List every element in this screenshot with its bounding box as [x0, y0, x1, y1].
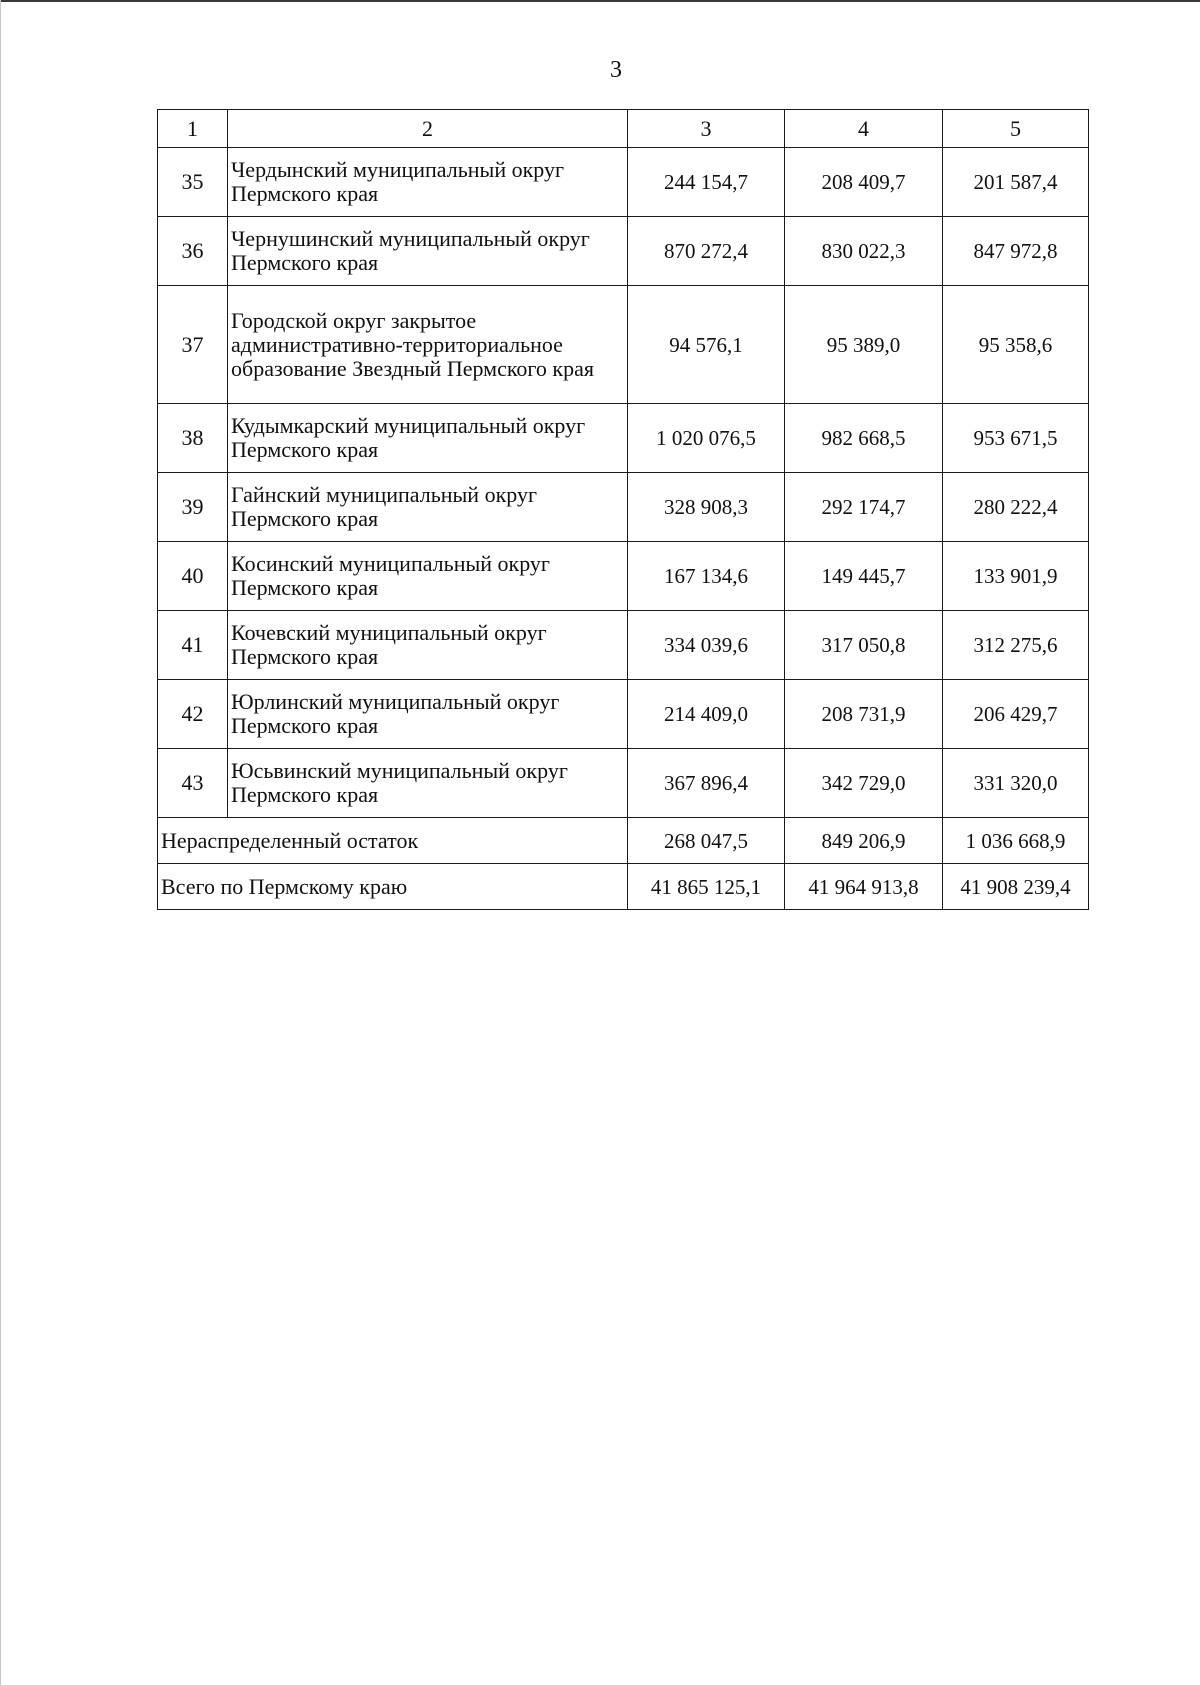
- value-col-4: 342 729,0: [785, 749, 943, 818]
- municipality-name: Кудымкарский муниципальный округ Пермского края: [228, 404, 628, 473]
- value-col-4: 317 050,8: [785, 611, 943, 680]
- value-col-3: 328 908,3: [628, 473, 785, 542]
- table-row: [158, 217, 1089, 286]
- table-header-row: [158, 110, 1089, 148]
- value-col-4: 41 964 913,8: [785, 864, 943, 910]
- value-col-5: 847 972,8: [943, 217, 1089, 286]
- municipality-name: Косинский муниципальный округ Пермского края: [228, 542, 628, 611]
- value-col-5: 133 901,9: [943, 542, 1089, 611]
- header-col-5: 5: [943, 110, 1089, 148]
- table-row: [158, 749, 1089, 818]
- table-row: [158, 148, 1089, 217]
- municipality-name: Гайнский муниципальный округ Пермского края: [228, 473, 628, 542]
- municipality-name: Юрлинский муниципальный округ Пермского края: [228, 680, 628, 749]
- value-col-3: 244 154,7: [628, 148, 785, 217]
- value-col-4: 149 445,7: [785, 542, 943, 611]
- value-col-4: 849 206,9: [785, 818, 943, 864]
- table-row: [158, 286, 1089, 404]
- municipality-name: Юсьвинский муниципальный округ Пермского края: [228, 749, 628, 818]
- row-number: 40: [158, 542, 228, 611]
- summary-label: Всего по Пермскому краю: [158, 864, 628, 910]
- table-row: [158, 611, 1089, 680]
- scan-left-edge: [0, 0, 1, 1685]
- row-number: 43: [158, 749, 228, 818]
- summary-label: Нераспределенный остаток: [158, 818, 628, 864]
- header-col-4: 4: [785, 110, 943, 148]
- page-number: 3: [610, 57, 622, 83]
- value-col-5: 312 275,6: [943, 611, 1089, 680]
- total-row: [158, 864, 1089, 910]
- unallocated-balance-row: [158, 818, 1089, 864]
- value-col-4: 292 174,7: [785, 473, 943, 542]
- row-number: 42: [158, 680, 228, 749]
- value-col-5: 41 908 239,4: [943, 864, 1089, 910]
- table-row: [158, 473, 1089, 542]
- value-col-4: 830 022,3: [785, 217, 943, 286]
- header-col-2: 2: [228, 110, 628, 148]
- table-row: [158, 680, 1089, 749]
- value-col-3: 94 576,1: [628, 286, 785, 404]
- value-col-3: 1 020 076,5: [628, 404, 785, 473]
- value-col-3: 268 047,5: [628, 818, 785, 864]
- value-col-5: 201 587,4: [943, 148, 1089, 217]
- municipality-name: Городской округ закрытое административно-территориальное образование Звездный Пермского края: [228, 286, 628, 404]
- value-col-3: 367 896,4: [628, 749, 785, 818]
- header-col-1: 1: [158, 110, 228, 148]
- value-col-3: 334 039,6: [628, 611, 785, 680]
- scan-top-edge: [0, 0, 1200, 2]
- allocation-table: [157, 109, 1089, 910]
- value-col-5: 206 429,7: [943, 680, 1089, 749]
- value-col-3: 870 272,4: [628, 217, 785, 286]
- value-col-5: 953 671,5: [943, 404, 1089, 473]
- row-number: 39: [158, 473, 228, 542]
- municipality-name: Чернушинский муниципальный округ Пермского края: [228, 217, 628, 286]
- value-col-4: 208 731,9: [785, 680, 943, 749]
- header-col-3: 3: [628, 110, 785, 148]
- row-number: 38: [158, 404, 228, 473]
- value-col-5: 331 320,0: [943, 749, 1089, 818]
- value-col-3: 167 134,6: [628, 542, 785, 611]
- value-col-4: 208 409,7: [785, 148, 943, 217]
- value-col-5: 1 036 668,9: [943, 818, 1089, 864]
- value-col-4: 982 668,5: [785, 404, 943, 473]
- municipality-name: Чердынский муниципальный округ Пермского края: [228, 148, 628, 217]
- municipality-name: Кочевский муниципальный округ Пермского края: [228, 611, 628, 680]
- row-number: 35: [158, 148, 228, 217]
- row-number: 41: [158, 611, 228, 680]
- value-col-5: 95 358,6: [943, 286, 1089, 404]
- value-col-3: 214 409,0: [628, 680, 785, 749]
- row-number: 37: [158, 286, 228, 404]
- value-col-4: 95 389,0: [785, 286, 943, 404]
- row-number: 36: [158, 217, 228, 286]
- table-row: [158, 404, 1089, 473]
- table-row: [158, 542, 1089, 611]
- value-col-3: 41 865 125,1: [628, 864, 785, 910]
- value-col-5: 280 222,4: [943, 473, 1089, 542]
